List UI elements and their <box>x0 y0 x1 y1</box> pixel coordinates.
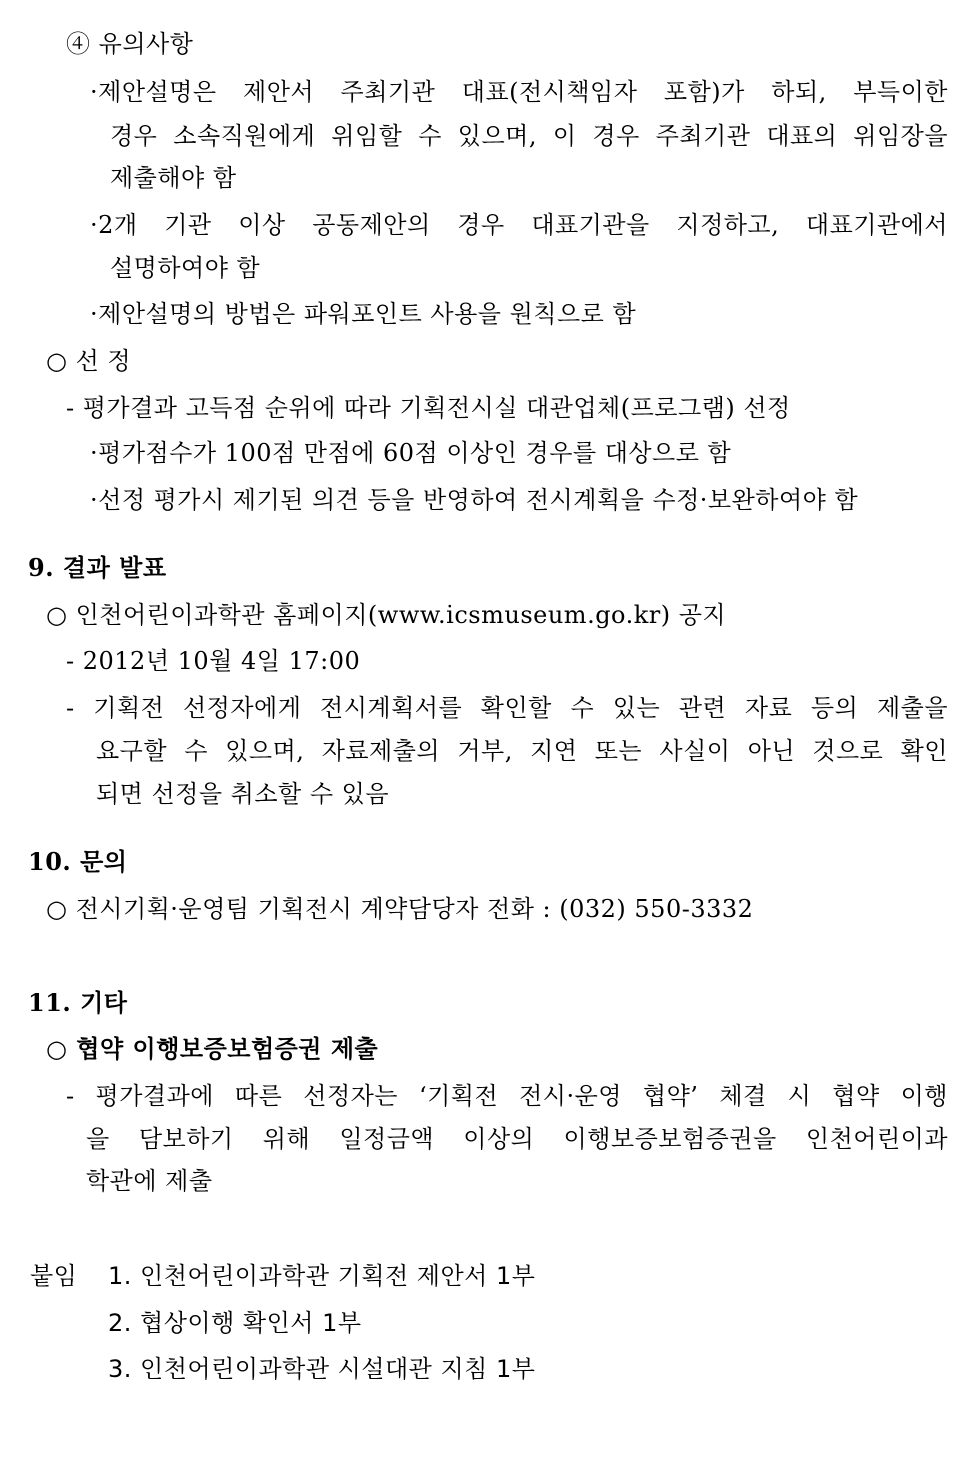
section-9-note-line-1: - 기획전 선정자에게 전시계획서를 확인할 수 있는 관련 자료 등의 제출을 <box>66 694 948 722</box>
attachment-label: 붙임 <box>30 1262 78 1290</box>
notes-bullet-1-line-3: 제출해야 함 <box>110 164 237 192</box>
section-11-subheading: ○ 협약 이행보증보험증권 제출 <box>46 1034 379 1063</box>
selection-bullet-2: ·선정 평가시 제기된 의견 등을 반영하여 전시계획을 수정·보완하여야 함 <box>90 486 859 514</box>
section-11-note-line-1: - 평가결과에 따른 선정자는 ‘기획전 전시·운영 협약’ 체결 시 협약 이행 <box>66 1082 948 1110</box>
selection-heading: ○ 선 정 <box>46 347 132 375</box>
section-10-contact: ○ 전시기획·운영팀 기획전시 계약담당자 전화 : (032) 550-3332 <box>46 895 754 923</box>
notes-heading: ④ 유의사항 <box>66 30 194 58</box>
selection-line: - 평가결과 고득점 순위에 따라 기획전시실 대관업체(프로그램) 선정 <box>66 394 791 422</box>
notes-bullet-1-line-1: ·제안설명은 제안서 주최기관 대표(전시책임자 포함)가 하되, 부득이한 <box>90 78 948 106</box>
notes-bullet-2-line-2: 설명하여야 함 <box>110 254 261 282</box>
notes-bullet-2-line-1: ·2개 기관 이상 공동제안의 경우 대표기관을 지정하고, 대표기관에서 <box>90 211 948 239</box>
notes-bullet-3: ·제안설명의 방법은 파워포인트 사용을 원칙으로 함 <box>90 300 637 328</box>
section-9-title: 9. 결과 발표 <box>28 553 167 582</box>
attachment-item-3: 3. 인천어린이과학관 시설대관 지침 1부 <box>108 1355 536 1383</box>
notes-bullet-1-line-2: 경우 소속직원에게 위임할 수 있으며, 이 경우 주최기관 대표의 위임장을 <box>110 122 948 150</box>
section-9-date: - 2012년 10월 4일 17:00 <box>66 647 361 675</box>
section-11-title: 11. 기타 <box>28 988 128 1017</box>
section-10-title: 10. 문의 <box>28 847 128 876</box>
section-9-item: ○ 인천어린이과학관 홈페이지(www.icsmuseum.go.kr) 공지 <box>46 601 727 629</box>
section-11-note-line-3: 학관에 제출 <box>86 1167 213 1195</box>
attachment-item-2: 2. 협상이행 확인서 1부 <box>108 1309 362 1337</box>
section-9-note-line-2: 요구할 수 있으며, 자료제출의 거부, 지연 또는 사실이 아닌 것으로 확인 <box>96 737 948 765</box>
section-9-note-line-3: 되면 선정을 취소할 수 있음 <box>96 780 390 808</box>
selection-bullet-1: ·평가점수가 100점 만점에 60점 이상인 경우를 대상으로 함 <box>90 439 732 467</box>
section-11-note-line-2: 을 담보하기 위해 일정금액 이상의 이행보증보험증권을 인천어린이과 <box>86 1125 948 1153</box>
attachment-item-1: 1. 인천어린이과학관 기획전 제안서 1부 <box>108 1262 536 1290</box>
